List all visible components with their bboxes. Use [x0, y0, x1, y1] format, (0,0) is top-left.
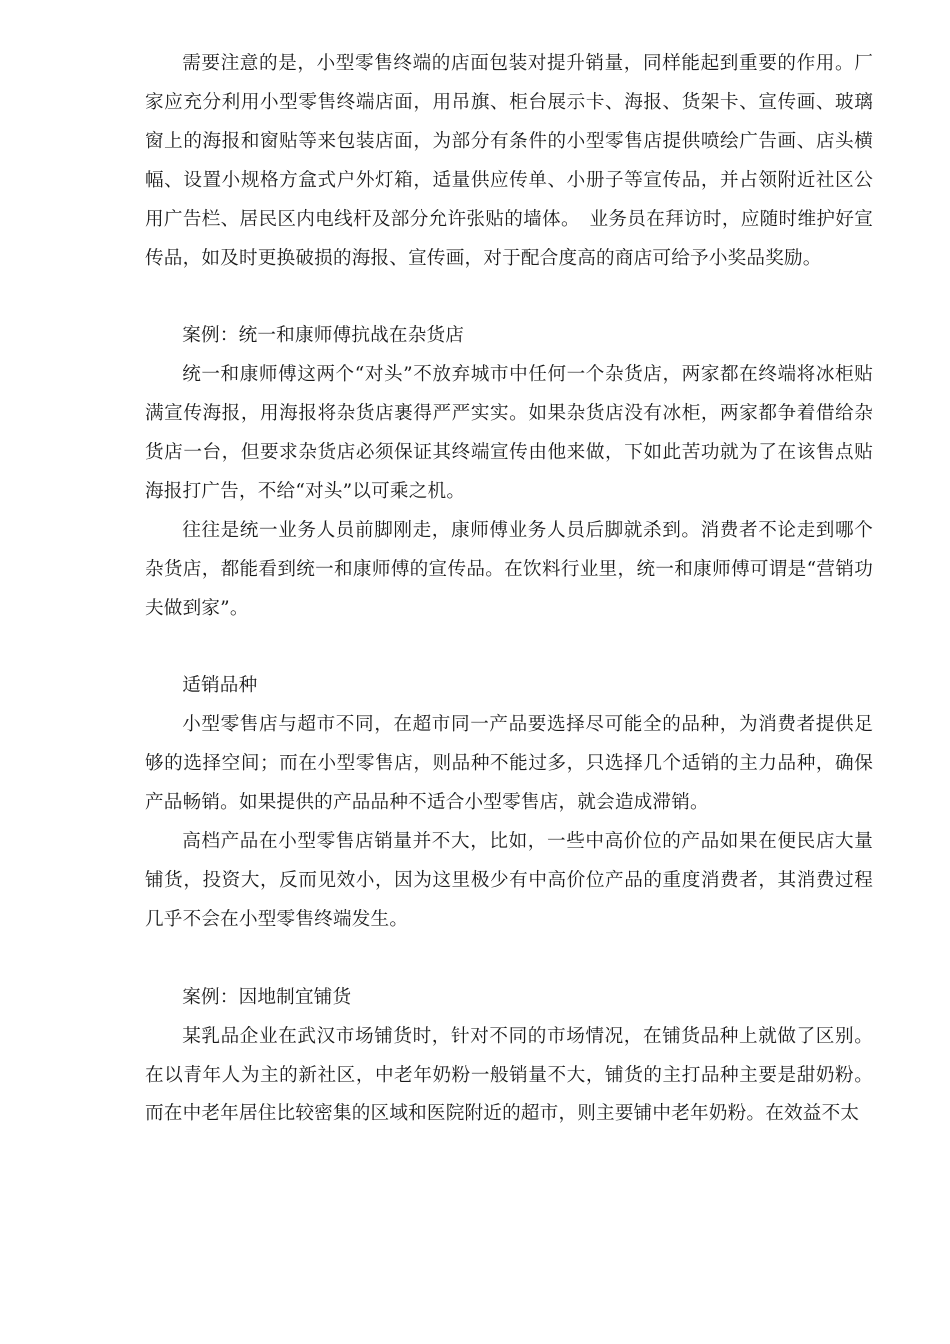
paragraph-case-rivalry: 统一和康师傅这两个“对头”不放弃城市中任何一个杂货店，两家都在终端将冰柜贴满宣传海报，用海报将杂货店裹得严严实实。如果杂货店没有冰柜，两家都争着借给杂货店一台，但要求杂货店必须保证其终端宣传由他来做，下如此苦功就为了在该售点贴海报打广告，不给“对头”以可乘之机。	[145, 364, 873, 502]
case-heading-uni-master-kong: 案例：统一和康师傅抗战在杂货店	[182, 325, 465, 347]
paragraph-store-packaging: 需要注意的是，小型零售终端的店面包装对提升销量，同样能起到重要的作用。厂家应充分利用小型零售终端店面，用吊旗、柜台展示卡、海报、货架卡、宣传画、玻璃窗上的海报和窗贴等来包装店面，为部分有条件的小型零售店提供喷绘广告画、店头横幅、设置小规格方盒式户外灯箱，适量供应传单、小册子等宣传品，并占领附近社区公用广告栏、居民区内电线杆及部分允许张贴的墙体。 业务员在拜访时，应随时维护好宣传品，如及时更换破损的海报、宣传画，对于配合度高的商店可给予小奖品奖励。	[145, 53, 873, 269]
paragraph-gap	[145, 629, 873, 668]
paragraph-case-result: 往往是统一业务人员前脚刚走，康师傅业务人员后脚就杀到。消费者不论走到哪个杂货店，都能看到统一和康师傅的宣传品。在饮料行业里，统一和康师傅可谓是“营销功夫做到家”。	[145, 519, 873, 619]
case-heading-local-distribution: 案例：因地制宜铺货	[182, 986, 352, 1008]
document-body	[145, 45, 873, 1134]
paragraph-varieties-difference: 小型零售店与超市不同，在超市同一产品要选择尽可能全的品种，为消费者提供足够的选择空间；而在小型零售店，则品种不能过多，只选择几个适销的主力品种，确保产品畅销。如果提供的产品品种不适合小型零售店，就会造成滞销。	[145, 714, 873, 814]
paragraph-dairy-case: 某乳品企业在武汉市场铺货时，针对不同的市场情况，在铺货品种上就做了区别。在以青年人为主的新社区，中老年奶粉一般销量不大，铺货的主打品种主要是甜奶粉。而在中老年居住比较密集的区域和医院附近的超市，则主要铺中老年奶粉。在效益不太	[145, 1025, 873, 1125]
paragraph-gap	[145, 940, 873, 979]
paragraph-high-end-products: 高档产品在小型零售店销量并不大，比如，一些中高价位的产品如果在便民店大量铺货，投资大，反而见效小，因为这里极少有中高价位产品的重度消费者，其消费过程几乎不会在小型零售终端发生。	[145, 831, 873, 930]
paragraph-gap	[145, 278, 873, 317]
section-heading-suitable-varieties: 适销品种	[182, 675, 258, 697]
